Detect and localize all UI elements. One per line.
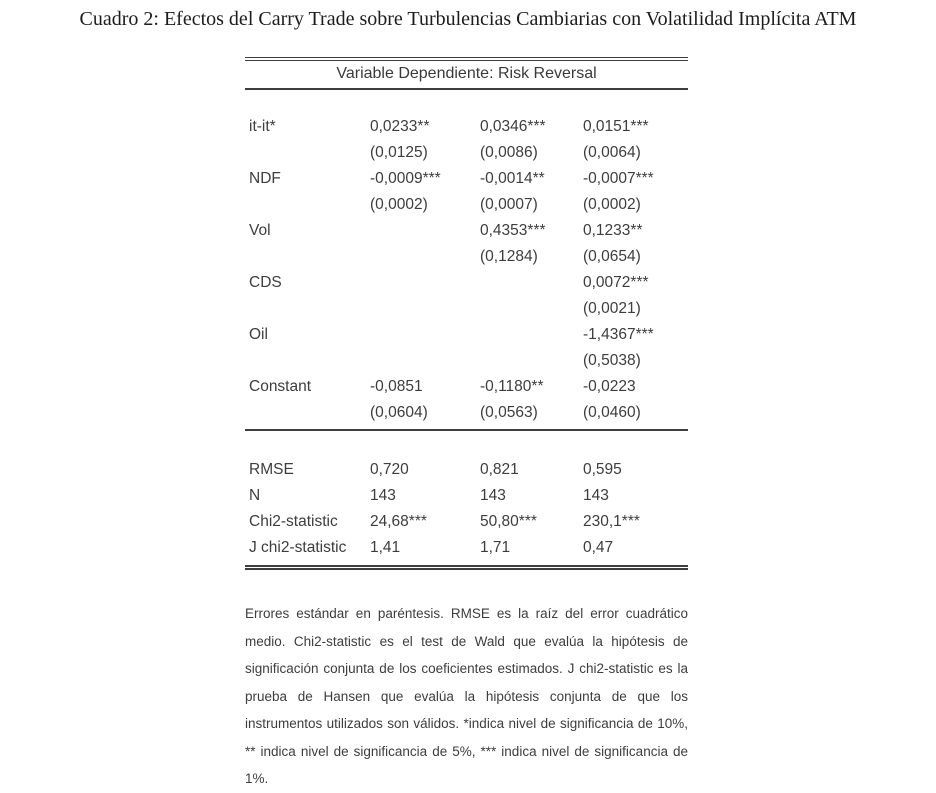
row-label: Oil bbox=[249, 326, 268, 343]
row-label: N bbox=[249, 487, 261, 504]
empty-cell bbox=[249, 244, 370, 270]
std-error bbox=[370, 296, 480, 322]
statistics-section bbox=[245, 431, 688, 570]
std-error: (0,0563) bbox=[480, 404, 538, 421]
std-error: (0,0086) bbox=[480, 144, 538, 161]
coef-value: 0,0151*** bbox=[583, 118, 649, 135]
stat-value: 24,68*** bbox=[370, 513, 427, 530]
se-row bbox=[245, 296, 688, 322]
row-label: RMSE bbox=[249, 461, 294, 478]
stat-row bbox=[245, 457, 688, 483]
empty-cell bbox=[249, 348, 370, 374]
stat-value: 1,41 bbox=[370, 539, 401, 556]
std-error: (0,0125) bbox=[370, 144, 428, 161]
row-label: Vol bbox=[249, 222, 271, 239]
empty-cell bbox=[249, 400, 370, 426]
se-row bbox=[245, 244, 688, 270]
stat-value: 0,720 bbox=[370, 461, 409, 478]
se-row bbox=[245, 348, 688, 374]
table-caption: Cuadro 2: Efectos del Carry Trade sobre Turbulencias Cambiarias con Volatilidad Implícita ATM bbox=[79, 8, 857, 30]
coef-row bbox=[245, 270, 688, 296]
coef-value: 0,0346*** bbox=[480, 118, 546, 135]
dependent-variable-header: Variable Dependiente: Risk Reversal bbox=[336, 65, 597, 82]
empty-cell bbox=[249, 140, 370, 166]
stat-value: 0,821 bbox=[480, 461, 519, 478]
std-error bbox=[370, 348, 480, 374]
table-footnote: Errores estándar en paréntesis. RMSE es la raíz del error cuadrático medio. Chi2-statistic es el test de Wald que evalúa la hipótesis de significación conjunta de los coeficientes estimados. J chi2-statistic es la prueba de Hansen que evalúa la hipótesis conjunta de que los instrumentos utilizados son válidos. *indica nivel de significancia de 10%, ** indica nivel de significancia de 5%, *** indica nivel de significancia de 1%. bbox=[245, 606, 688, 786]
coef-value bbox=[370, 270, 480, 296]
coef-value: 0,0233** bbox=[370, 118, 430, 135]
stat-row bbox=[245, 509, 688, 535]
row-label: Constant bbox=[249, 378, 312, 395]
stat-value: 230,1*** bbox=[583, 513, 640, 530]
coef-value bbox=[480, 270, 583, 296]
std-error: (0,0604) bbox=[370, 404, 428, 421]
std-error bbox=[370, 244, 480, 270]
std-error: (0,0021) bbox=[583, 300, 641, 317]
row-label: it-it* bbox=[249, 118, 276, 135]
std-error: (0,0460) bbox=[583, 404, 641, 421]
std-error: (0,0002) bbox=[583, 196, 641, 213]
stat-value: 0,595 bbox=[583, 461, 622, 478]
se-row bbox=[245, 192, 688, 218]
std-error: (0,0007) bbox=[480, 196, 538, 213]
coef-row bbox=[245, 114, 688, 140]
row-label: Chi2-statistic bbox=[249, 513, 338, 530]
coef-row bbox=[245, 374, 688, 400]
coef-value bbox=[370, 322, 480, 348]
se-row bbox=[245, 400, 688, 426]
coef-value: -0,0009*** bbox=[370, 170, 441, 187]
std-error bbox=[480, 296, 583, 322]
coef-value: -1,4367*** bbox=[583, 326, 654, 343]
stat-value: 50,80*** bbox=[480, 513, 537, 530]
stat-value: 143 bbox=[583, 487, 609, 504]
coef-row bbox=[245, 218, 688, 244]
coef-value: 0,1233** bbox=[583, 222, 643, 239]
std-error: (0,5038) bbox=[583, 352, 641, 369]
row-label: NDF bbox=[249, 170, 281, 187]
empty-cell bbox=[249, 296, 370, 322]
coef-row bbox=[245, 166, 688, 192]
coef-row bbox=[245, 322, 688, 348]
stat-value: 143 bbox=[480, 487, 506, 504]
regression-table bbox=[245, 57, 688, 570]
stat-value: 1,71 bbox=[480, 539, 511, 556]
coef-value: -0,0014** bbox=[480, 170, 545, 187]
stat-value: 0,47 bbox=[583, 539, 614, 556]
coef-value: 0,4353*** bbox=[480, 222, 546, 239]
std-error bbox=[480, 348, 583, 374]
table-header-band bbox=[245, 57, 688, 90]
coef-value bbox=[370, 218, 480, 244]
std-error: (0,0002) bbox=[370, 196, 428, 213]
std-error: (0,1284) bbox=[480, 248, 538, 265]
stat-row bbox=[245, 535, 688, 561]
std-error: (0,0654) bbox=[583, 248, 641, 265]
coef-value: -0,0851 bbox=[370, 378, 423, 395]
se-row bbox=[245, 140, 688, 166]
row-label: J chi2-statistic bbox=[249, 539, 347, 556]
std-error: (0,0064) bbox=[583, 144, 641, 161]
coef-value: -0,1180** bbox=[480, 378, 544, 395]
stat-value: 143 bbox=[370, 487, 396, 504]
coefficients-section bbox=[245, 90, 688, 431]
coef-value: -0,0007*** bbox=[583, 170, 654, 187]
coef-value: 0,0072*** bbox=[583, 274, 649, 291]
stat-row bbox=[245, 483, 688, 509]
empty-cell bbox=[249, 192, 370, 218]
row-label: CDS bbox=[249, 274, 282, 291]
coef-value: -0,0223 bbox=[583, 378, 636, 395]
coef-value bbox=[480, 322, 583, 348]
